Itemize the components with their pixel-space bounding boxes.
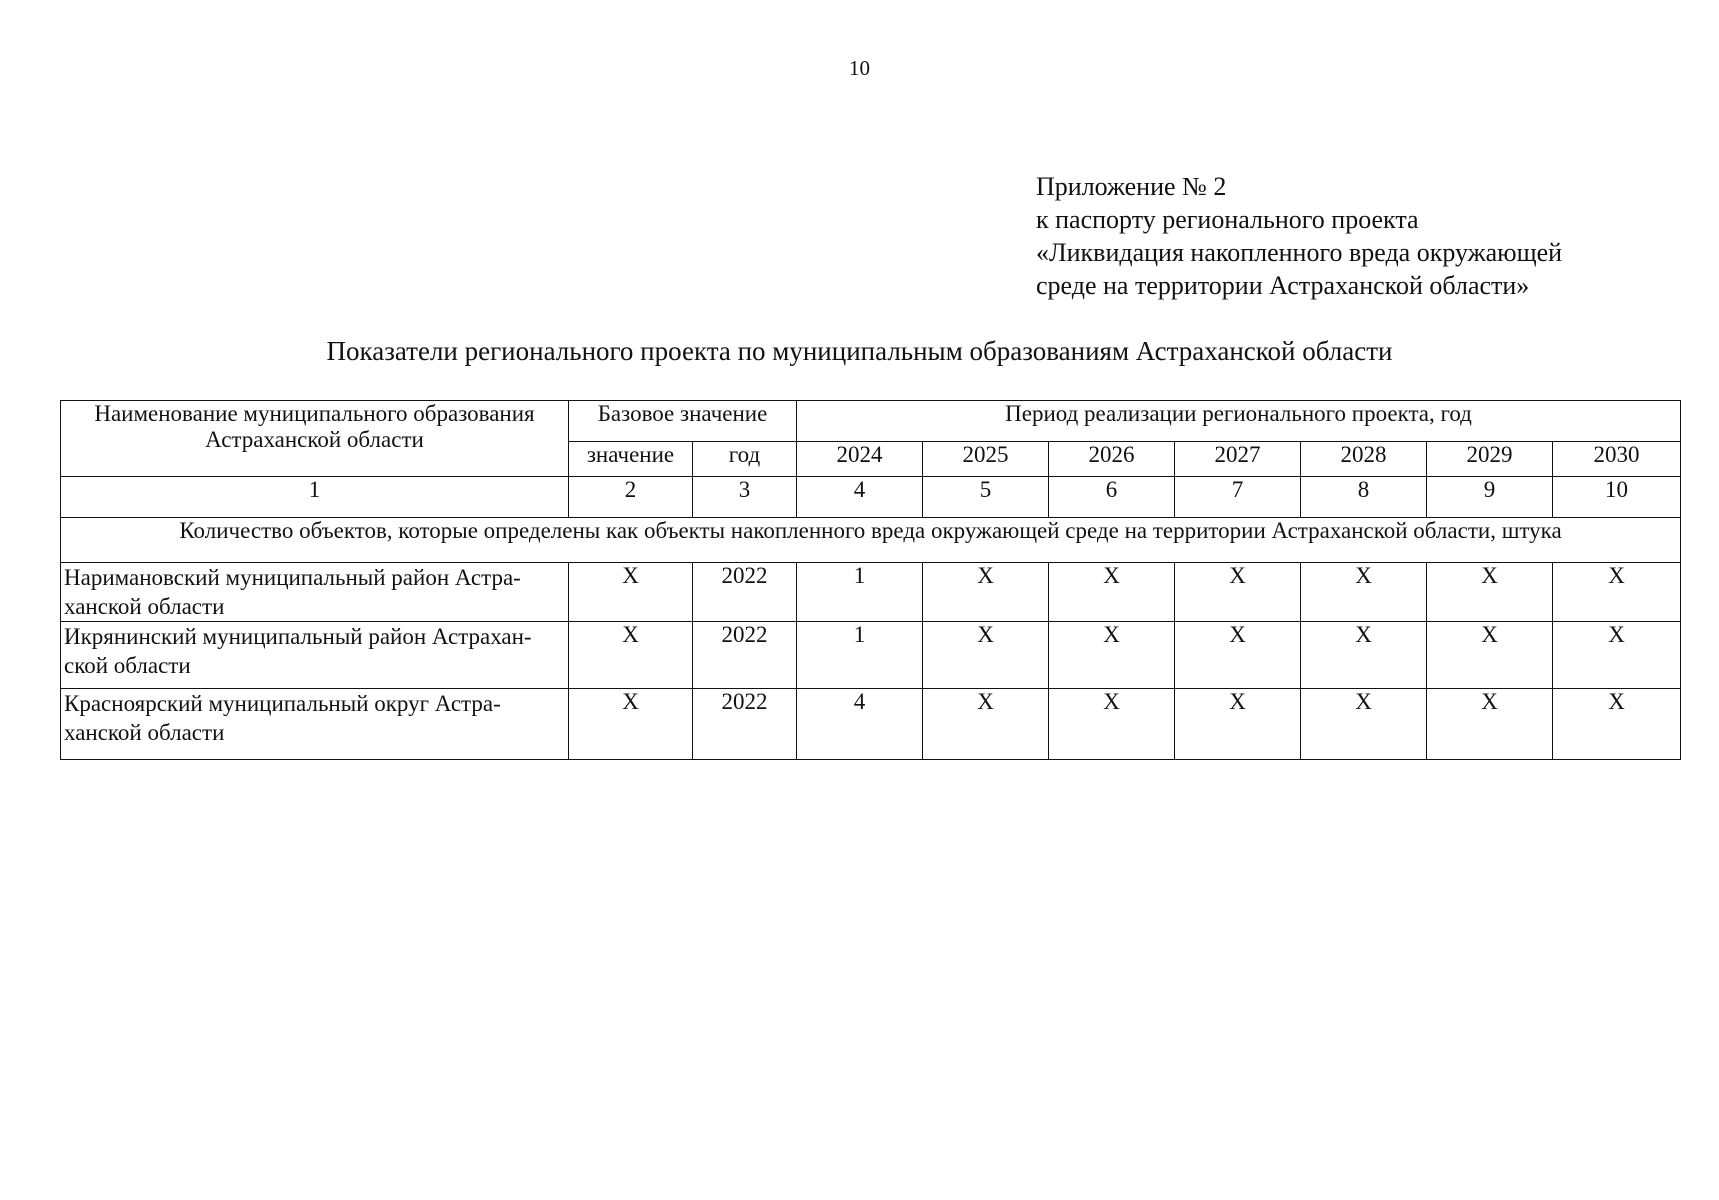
section-title: Количество объектов, которые определены как объекты накопленного вреда окружающей среде на территории Астраханской области, штука — [61, 518, 1681, 563]
appendix-line: среде на территории Астраханской области» — [1036, 271, 1530, 300]
table-cell: X — [1301, 563, 1427, 622]
table-cell: X — [1427, 622, 1553, 689]
header-year: 2025 — [923, 442, 1049, 477]
column-number: 1 — [61, 477, 569, 518]
table-cell: X — [1049, 622, 1175, 689]
column-number: 9 — [1427, 477, 1553, 518]
indicators-table — [60, 400, 1681, 760]
page-number: 10 — [849, 56, 870, 80]
table-cell: X — [1427, 689, 1553, 760]
table-cell: 2022 — [693, 622, 797, 689]
table-cell: X — [923, 622, 1049, 689]
table-cell: X — [1175, 622, 1301, 689]
table-cell: X — [1301, 622, 1427, 689]
table-row — [61, 563, 1681, 622]
header-year: 2024 — [797, 442, 923, 477]
table-cell: X — [923, 689, 1049, 760]
column-number-row — [61, 477, 1681, 518]
header-year: 2028 — [1301, 442, 1427, 477]
table-cell: 4 — [797, 689, 923, 760]
header-row-groups — [61, 401, 1681, 442]
column-number: 2 — [569, 477, 693, 518]
table-cell: X — [1553, 689, 1681, 760]
table-cell: X — [1175, 689, 1301, 760]
header-base-group: Базовое значение — [569, 401, 797, 442]
column-number: 8 — [1301, 477, 1427, 518]
table-cell: 1 — [797, 563, 923, 622]
table-cell: 1 — [797, 622, 923, 689]
municipality-name: Красноярский муниципальный округ Астра-ханской области — [61, 689, 569, 760]
table-cell: X — [569, 689, 693, 760]
table-cell: 2022 — [693, 563, 797, 622]
column-number: 10 — [1553, 477, 1681, 518]
table-cell: X — [1553, 622, 1681, 689]
table-row — [61, 622, 1681, 689]
column-number: 3 — [693, 477, 797, 518]
appendix-block — [1036, 170, 1562, 302]
header-year: 2030 — [1553, 442, 1681, 477]
table-cell: X — [1301, 689, 1427, 760]
municipality-name: Наримановский муниципальный район Астра-ханской области — [61, 563, 569, 622]
column-number: 5 — [923, 477, 1049, 518]
header-base-year: год — [693, 442, 797, 477]
table-cell: X — [1049, 689, 1175, 760]
header-year: 2026 — [1049, 442, 1175, 477]
document-title: Показатели регионального проекта по муниципальным образованиям Астраханской области — [326, 336, 1393, 366]
header-period-group: Период реализации регионального проекта, год — [797, 401, 1681, 442]
header-name-column: Наименование муниципального образования Астраханской области — [61, 401, 569, 477]
header-year: 2027 — [1175, 442, 1301, 477]
appendix-line: Приложение № 2 — [1036, 172, 1227, 201]
header-year: 2029 — [1427, 442, 1553, 477]
header-base-value: значение — [569, 442, 693, 477]
table-row — [61, 689, 1681, 760]
table-cell: X — [923, 563, 1049, 622]
table-cell: X — [569, 563, 693, 622]
table-cell: X — [569, 622, 693, 689]
table-cell: 2022 — [693, 689, 797, 760]
column-number: 4 — [797, 477, 923, 518]
table-cell: X — [1049, 563, 1175, 622]
appendix-line: к паспорту регионального проекта — [1036, 205, 1419, 234]
appendix-line: «Ликвидация накопленного вреда окружающей — [1036, 238, 1563, 267]
table-cell: X — [1553, 563, 1681, 622]
column-number: 7 — [1175, 477, 1301, 518]
column-number: 6 — [1049, 477, 1175, 518]
table-cell: X — [1175, 563, 1301, 622]
section-row — [61, 518, 1681, 563]
municipality-name: Икрянинский муниципальный район Астрахан-ской области — [61, 622, 569, 689]
table-cell: X — [1427, 563, 1553, 622]
